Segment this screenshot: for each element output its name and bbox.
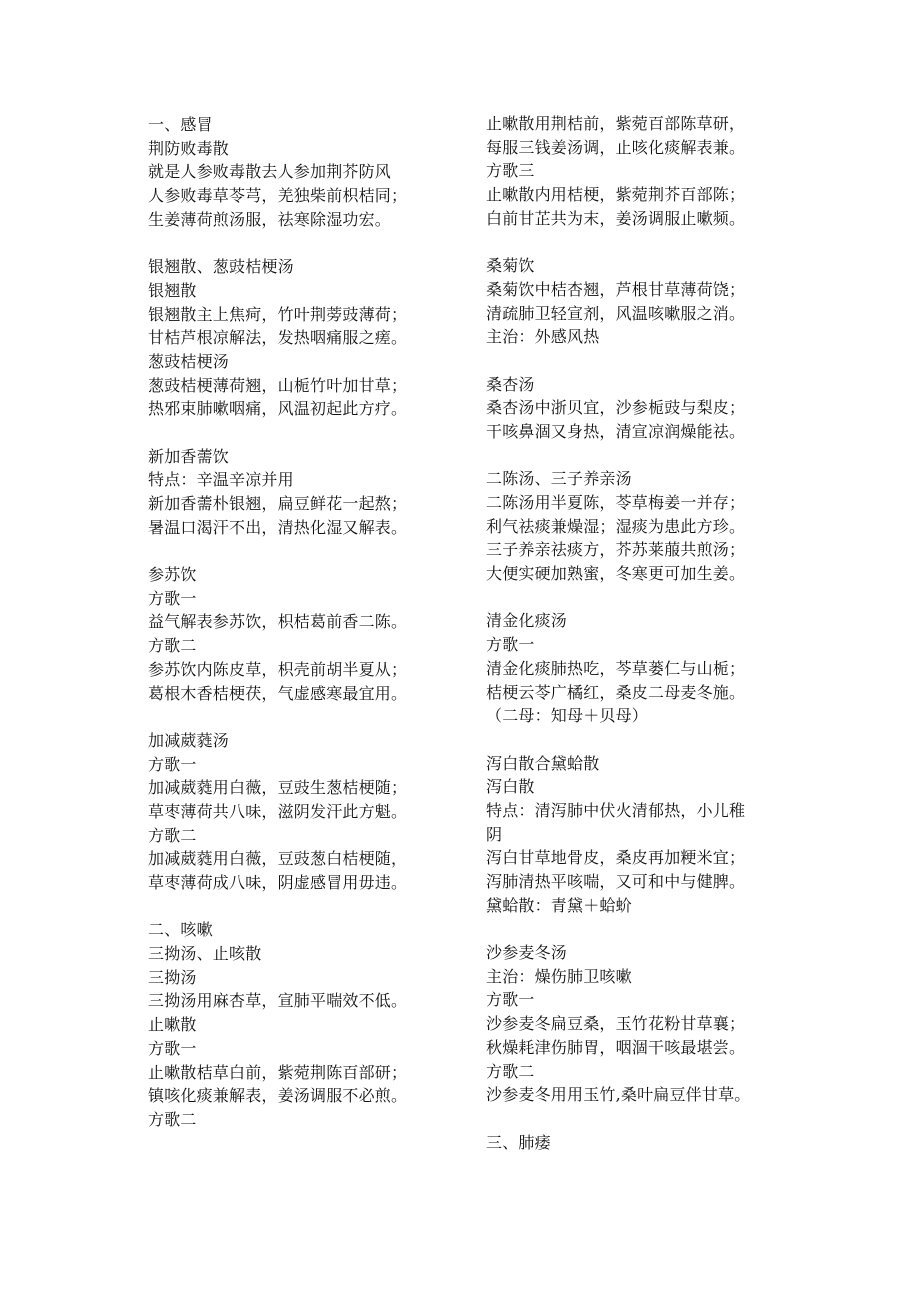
text-line: 热邪束肺嗽咽痛，风温初起此方疗。 [148, 399, 408, 419]
text-line: 方歌一 [148, 588, 197, 608]
text-line: 就是人参败毒散去人参加荆芥防风 [148, 162, 392, 182]
text-line: 葱豉桔梗汤 [148, 351, 230, 371]
blank-line [148, 421, 468, 445]
text-line: 葛根木香桔梗茯，气虚感寒最宜用。 [148, 683, 408, 703]
text-line: 生姜薄荷煎汤服，祛寒除湿功宏。 [148, 209, 392, 229]
text-line: 方歌二 [148, 825, 197, 845]
text-line: 阴 [486, 824, 503, 844]
text-line: 甘桔芦根凉解法，发热咽痛服之瘥。 [148, 328, 408, 348]
blank-line [486, 444, 796, 468]
left-column [148, 0, 468, 1132]
text-line: 三拗汤、止咳散 [148, 944, 262, 964]
text-line: 加减葳蕤用白薇，豆豉生葱桔梗随； [148, 778, 408, 798]
text-line: 参苏饮 [148, 565, 197, 585]
text-line: （二母：知母＋贝母） [486, 706, 649, 726]
blank-line [486, 1107, 796, 1131]
text-line: 一、感冒 [148, 115, 213, 134]
blank-line [148, 231, 468, 255]
text-line: 新加香薷饮 [148, 446, 230, 466]
text-line: 泻肺清热平咳喘，又可和中与健脾。 [486, 872, 746, 891]
text-line: 方歌一 [486, 635, 535, 655]
text-line: 沙参麦冬汤 [486, 943, 568, 963]
text-line: 方歌二 [148, 636, 197, 656]
text-line: 三拗汤用麻杏草，宣肺平喘效不低。 [148, 991, 408, 1011]
text-line: 黛蛤散：青黛＋蛤蚧 [486, 895, 632, 915]
text-line: 桑杏汤中浙贝宜，沙参栀豉与梨皮； [486, 398, 746, 418]
text-line: 大便实硬加熟蜜，冬寒更可加生姜。 [486, 564, 746, 584]
text-line: 方歌三 [486, 161, 535, 181]
text-line: 三子养亲祛痰方，芥苏莱菔共煎汤； [486, 540, 746, 560]
text-line: 银翘散主上焦疴，竹叶荆蒡豉薄荷； [148, 304, 408, 324]
blank-line [486, 917, 796, 941]
text-line: 主治：燥伤肺卫咳嗽 [486, 966, 632, 986]
text-line: 二、咳嗽 [148, 920, 213, 940]
text-line: 泻白散 [486, 777, 535, 797]
text-line: 葱豉桔梗薄荷翘，山栀竹叶加甘草； [148, 375, 408, 395]
blank-line [486, 349, 796, 373]
text-line: 镇咳化痰兼解表，姜汤调服不必煎。 [148, 1086, 408, 1106]
text-line: 暑温口渴汗不出，清热化湿又解表。 [148, 517, 408, 537]
text-line: 泻白甘草地骨皮，桑皮再加粳米宜； [486, 848, 746, 868]
text-line: 主治：外感风热 [486, 327, 600, 347]
text-line: 清金化痰汤 [486, 611, 568, 631]
text-line: 桔梗云苓广橘红，桑皮二母麦冬施。 [486, 682, 746, 702]
text-line: 方歌一 [486, 990, 535, 1010]
blank-line [486, 586, 796, 610]
text-line: 桑菊饮中桔杏翘，芦根甘草薄荷饶； [486, 279, 746, 299]
text-line: 人参败毒草苓芎，羌独柴前枳桔同； [148, 186, 408, 206]
text-line: 干咳鼻涸又身热，清宣凉润燥能祛。 [486, 421, 746, 441]
text-line: 新加香薷朴银翘，扁豆鲜花一起熬； [148, 494, 408, 513]
text-line: 桑杏汤 [486, 374, 535, 394]
text-line: 秋燥耗津伤肺胃，咽涸干咳最堪尝。 [486, 1037, 746, 1057]
text-line: 方歌一 [148, 1038, 197, 1058]
text-line: 沙参麦冬扁豆桑，玉竹花粉甘草襄； [486, 1014, 746, 1034]
blank-line [486, 728, 796, 752]
text-line: 益气解表参苏饮，枳桔葛前香二陈。 [148, 612, 408, 632]
blank-line [148, 539, 468, 563]
text-line: 荆防败毒散 [148, 138, 230, 158]
text-line: 三、肺痿 [486, 1132, 551, 1152]
text-line: 加减葳蕤汤 [148, 730, 230, 750]
text-line: 参苏饮内陈皮草，枳壳前胡半夏从； [148, 659, 408, 679]
text-line: 泻白散合黛蛤散 [486, 753, 600, 773]
text-line: 桑菊饮 [486, 256, 535, 276]
text-line: 止嗽散 [148, 1015, 197, 1035]
text-line: 止嗽散用荆桔前，紫菀百部陈草研， [486, 114, 746, 133]
text-line: 二陈汤、三子养亲汤 [486, 469, 632, 489]
text-line: 方歌二 [486, 1061, 535, 1081]
text-line: 银翘散 [148, 280, 197, 300]
text-line: 每服三钱姜汤调，止咳化痰解表兼。 [486, 137, 746, 157]
right-column [486, 0, 796, 1154]
blank-line [148, 705, 468, 729]
blank-line [148, 895, 468, 919]
text-line: 止嗽散内用桔梗，紫菀荆芥百部陈； [486, 185, 746, 205]
text-line: 加减葳蕤用白薇，豆豉葱白桔梗随， [148, 849, 408, 869]
blank-line [486, 230, 796, 254]
text-line: 利气祛痰兼燥湿；湿痰为患此方珍。 [486, 516, 746, 536]
text-line: 沙参麦冬用用玉竹,桑叶扁豆伴甘草。 [486, 1085, 751, 1105]
text-line: 清疏肺卫轻宣剂，风温咳嗽服之消。 [486, 303, 746, 323]
text-line: 二陈汤用半夏陈，苓草梅姜一并存； [486, 493, 746, 512]
text-line: 银翘散、葱豉桔梗汤 [148, 257, 294, 277]
text-line: 清金化痰肺热吃，芩草蒌仁与山栀； [486, 658, 746, 678]
text-line: 止嗽散桔草白前，紫菀荆陈百部研； [148, 1062, 408, 1082]
text-line: 白前甘芷共为末，姜汤调服止嗽频。 [486, 208, 746, 228]
text-line: 方歌一 [148, 754, 197, 774]
text-line: 特点：辛温辛凉并用 [148, 470, 294, 490]
text-line: 草枣薄荷共八味，滋阴发汗此方魁。 [148, 801, 408, 821]
text-line: 方歌二 [148, 1109, 197, 1129]
text-line: 三拗汤 [148, 967, 197, 987]
text-line: 草枣薄荷成八味，阴虚感冒用毋违。 [148, 873, 408, 892]
text-line: 特点：清泻肺中伏火清郁热，小儿稚 [486, 800, 746, 820]
